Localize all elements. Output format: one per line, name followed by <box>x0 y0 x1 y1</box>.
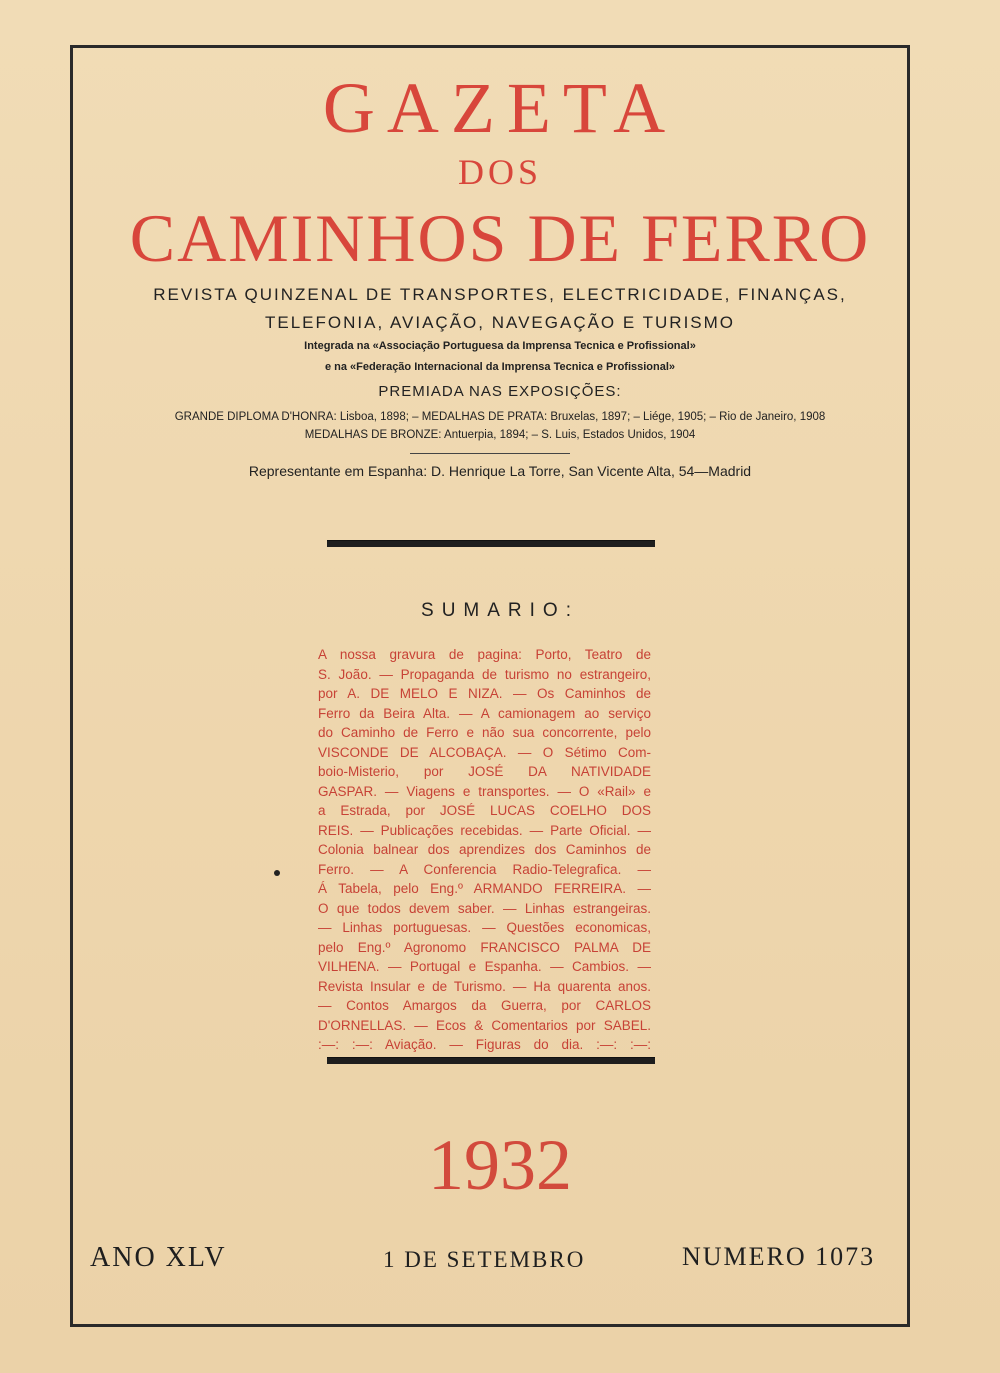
sumario-line: Revista Insular e de Turismo. — Ha quarenta anos. <box>318 978 651 994</box>
sumario-line: do Caminho de Ferro e não sua concorrente, pelo <box>318 725 651 740</box>
sumario-line: A nossa gravura de pagina: Porto, Teatro de <box>318 647 651 662</box>
sumario-line: REIS. — Publicações recebidas. — Parte Oficial. — <box>318 822 651 838</box>
sumario-contents <box>318 645 651 1055</box>
sumario-line: por A. DE MELO E NIZA. — Os Caminhos de <box>318 686 651 701</box>
issue-date: 1 DE SETEMBRO <box>383 1247 586 1272</box>
divider-bar-bottom <box>327 1057 655 1064</box>
sumario-line: — Linhas portuguesas. — Questões economicas, <box>318 920 651 935</box>
sumario-line: Ferro. — A Conferencia Radio-Telegrafica. — <box>318 861 651 877</box>
sumario-line: boio-Misterio, por JOSÉ DA NATIVIDADE <box>318 764 651 779</box>
divider-bar-top <box>327 540 655 547</box>
sumario-line: VISCONDE DE ALCOBAÇA. — O Sétimo Com- <box>318 744 651 760</box>
issue-volume: ANO XLV <box>90 1242 227 1273</box>
subtitle-line-2: TELEFONIA, AVIAÇÃO, NAVEGAÇÃO E TURISMO <box>264 313 736 332</box>
sumario-line: O que todos devem saber. — Linhas estrangeiras. <box>318 900 651 916</box>
awards-bronze-line: MEDALHAS DE BRONZE: Antuerpia, 1894; – S. Luis, Estados Unidos, 1904 <box>304 429 696 441</box>
margin-dot-mark <box>274 870 280 876</box>
sumario-heading: SUMARIO: <box>421 600 579 621</box>
sumario-line: Colonia balnear dos aprendizes dos Caminhos de <box>318 842 651 857</box>
sumario-line: GASPAR. — Viagens e transportes. — O «Rail» e <box>318 783 651 799</box>
affiliation-line-1: Integrada na «Associação Portuguesa da Imprensa Tecnica e Profissional» <box>304 340 696 352</box>
masthead-title-dos: DOS <box>457 152 543 192</box>
issue-number: NUMERO 1073 <box>682 1242 876 1271</box>
subtitle-line-1: REVISTA QUINZENAL DE TRANSPORTES, ELECTRICIDADE, FINANÇAS, <box>153 285 847 304</box>
sumario-line: Á Tabela, pelo Eng.º ARMANDO FERREIRA. — <box>318 881 651 896</box>
sumario-line: VILHENA. — Portugal e Espanha. — Cambios. — <box>318 959 651 974</box>
masthead-title-caminhos-de-ferro: CAMINHOS DE FERRO <box>129 200 871 276</box>
sumario-line: Ferro da Beira Alta. — A camionagem ao serviço <box>318 705 651 721</box>
affiliation-line-2: e na «Federação Internacional da Imprensa Tecnica e Profissional» <box>324 361 676 373</box>
masthead-title-gazeta: GAZETA <box>322 68 678 148</box>
representative-line: Representante em Espanha: D. Henrique La Torre, San Vicente Alta, 54—Madrid <box>248 463 752 479</box>
sumario-line: pelo Eng.º Agronomo FRANCISCO PALMA DE <box>318 939 651 955</box>
sumario-line: — Contos Amargos da Guerra, por CARLOS <box>318 998 651 1013</box>
sumario-line: S. João. — Propaganda de turismo no estrangeiro, <box>318 666 651 682</box>
awards-heading: PREMIADA NAS EXPOSIÇÕES: <box>378 383 622 400</box>
sumario-line: a Estrada, por JOSÉ LUCAS COELHO DOS <box>318 803 651 818</box>
awards-diploma-line: GRANDE DIPLOMA D'HONRA: Lisboa, 1898; – MEDALHAS DE PRATA: Bruxelas, 1897; – Liége, 1905; – Rio de Janeiro, 1908 <box>174 411 826 423</box>
sumario-line: D'ORNELLAS. — Ecos & Comentarios por SABEL. <box>318 1017 651 1033</box>
issue-year: 1932 <box>428 1125 572 1205</box>
sumario-line: :—: :—: Aviação. — Figuras do dia. :—: :—: <box>318 1037 651 1052</box>
divider-thin <box>410 453 570 454</box>
